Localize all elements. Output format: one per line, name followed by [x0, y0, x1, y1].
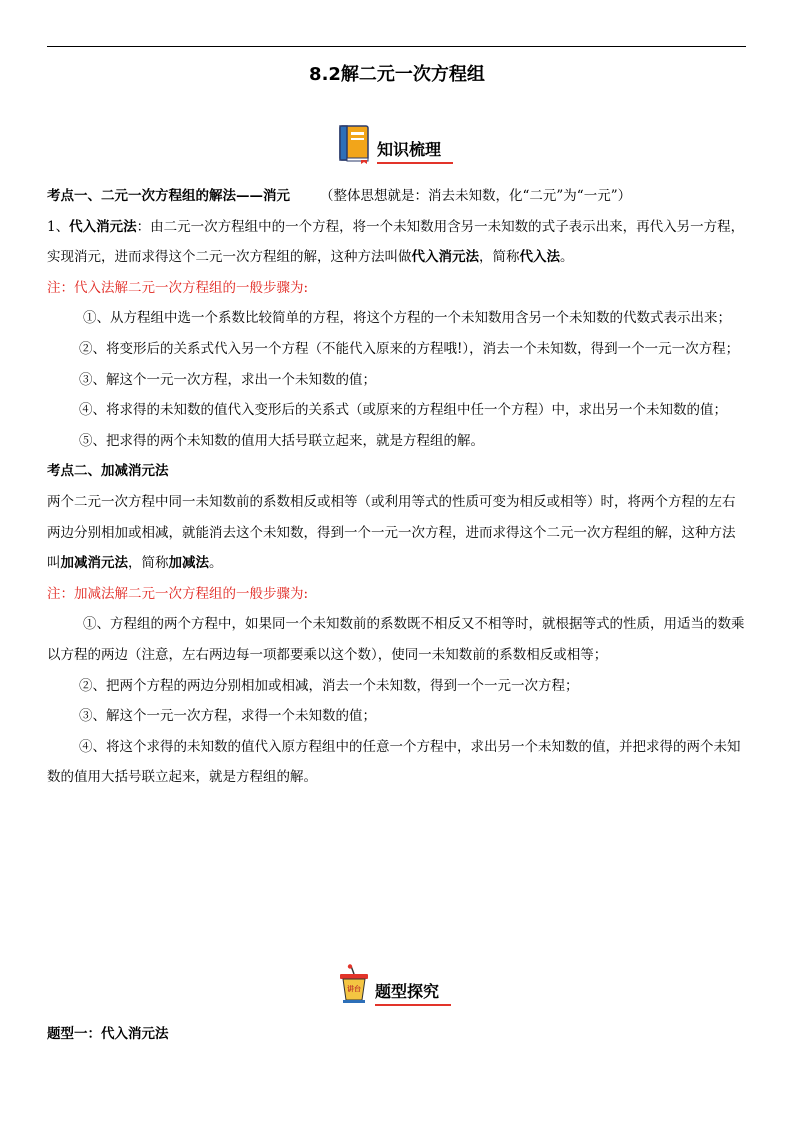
section2-heading: 考点二、加减消元法 — [47, 463, 169, 480]
section1-heading: 考点一、二元一次方程组的解法——消元 （整体思想就是：消去未知数，化“二元”为“一元”） — [47, 188, 632, 204]
podium-icon — [337, 964, 371, 1006]
section1-step: ②、将变形后的关系式代入另一个方程（不能代入原来的方程哦!），消去一个未知数，得到一个一元一次方程； — [79, 340, 740, 357]
page-title: 8.2解二元一次方程组 — [309, 64, 485, 85]
book-icon — [337, 124, 373, 164]
section2-step: ②、把两个方程的两边分别相加或相减，消去一个未知数，得到一个一元一次方程； — [79, 677, 579, 694]
explore-badge-label: 题型探究 — [375, 982, 440, 1001]
section1-step: ③、解这个一元一次方程，求出一个未知数的值； — [79, 371, 376, 388]
explore-badge — [337, 964, 439, 1006]
section2-step: ①、方程组的两个方程中，如果同一个未知数前的系数既不相反又不相等时，就根据等式的性质，用适当的数乘以方程的两边（注意，左右两边每一项都要乘以这个数），使同一未知数前的系数相反或相等； — [47, 616, 745, 663]
section1-item1: 1、代入消元法：由二元一次方程组中的一个方程，将一个未知数用含另一未知数的式子表示出来，再代入另一方程，实现消元，进而求得这个二元一次方程组的解，这种方法叫做代入消元法，简称代入法。 — [47, 218, 745, 266]
section2-step: ③、解这个一元一次方程，求得一个未知数的值； — [79, 708, 376, 725]
section1-step: ①、从方程组中选一个系数比较简单的方程，将这个方程的一个未知数用含另一个未知数的代数式表示出来； — [83, 310, 731, 327]
header-rule — [47, 46, 746, 47]
section1-note: 注：代入法解二元一次方程组的一般步骤为: — [47, 279, 309, 296]
section2-step: ④、将这个求得的未知数的值代入原方程组中的任意一个方程中，求出另一个未知数的值，并把求得的两个未知数的值用大括号联立起来，就是方程组的解。 — [47, 738, 741, 786]
section2-note: 注：加减法解二元一次方程组的一般步骤为: — [47, 585, 309, 602]
knowledge-badge — [337, 124, 441, 164]
main-content — [47, 181, 746, 793]
section1-step: ⑤、把求得的两个未知数的值用大括号联立起来，就是方程组的解。 — [79, 432, 484, 449]
section2-text: 两个二元一次方程中同一未知数前的系数相反或相等（或利用等式的性质可变为相反或相等）时，将两个方程的左右两边分别相加或相减，就能消去这个未知数，得到一个一元一次方程，进而求得这个二元一次方程组的解，这种方法叫加减消元法，简称加减法。 — [47, 493, 736, 572]
podium-label: 讲台 — [347, 985, 361, 993]
explore-underline — [375, 1004, 451, 1006]
section1-step: ④、将求得的未知数的值代入变形后的关系式（或原来的方程组中任一个方程）中，求出另一个未知数的值； — [79, 402, 727, 419]
type1-heading: 题型一：代入消元法 — [47, 1026, 169, 1042]
knowledge-underline — [377, 162, 453, 164]
knowledge-badge-label: 知识梳理 — [377, 140, 442, 159]
